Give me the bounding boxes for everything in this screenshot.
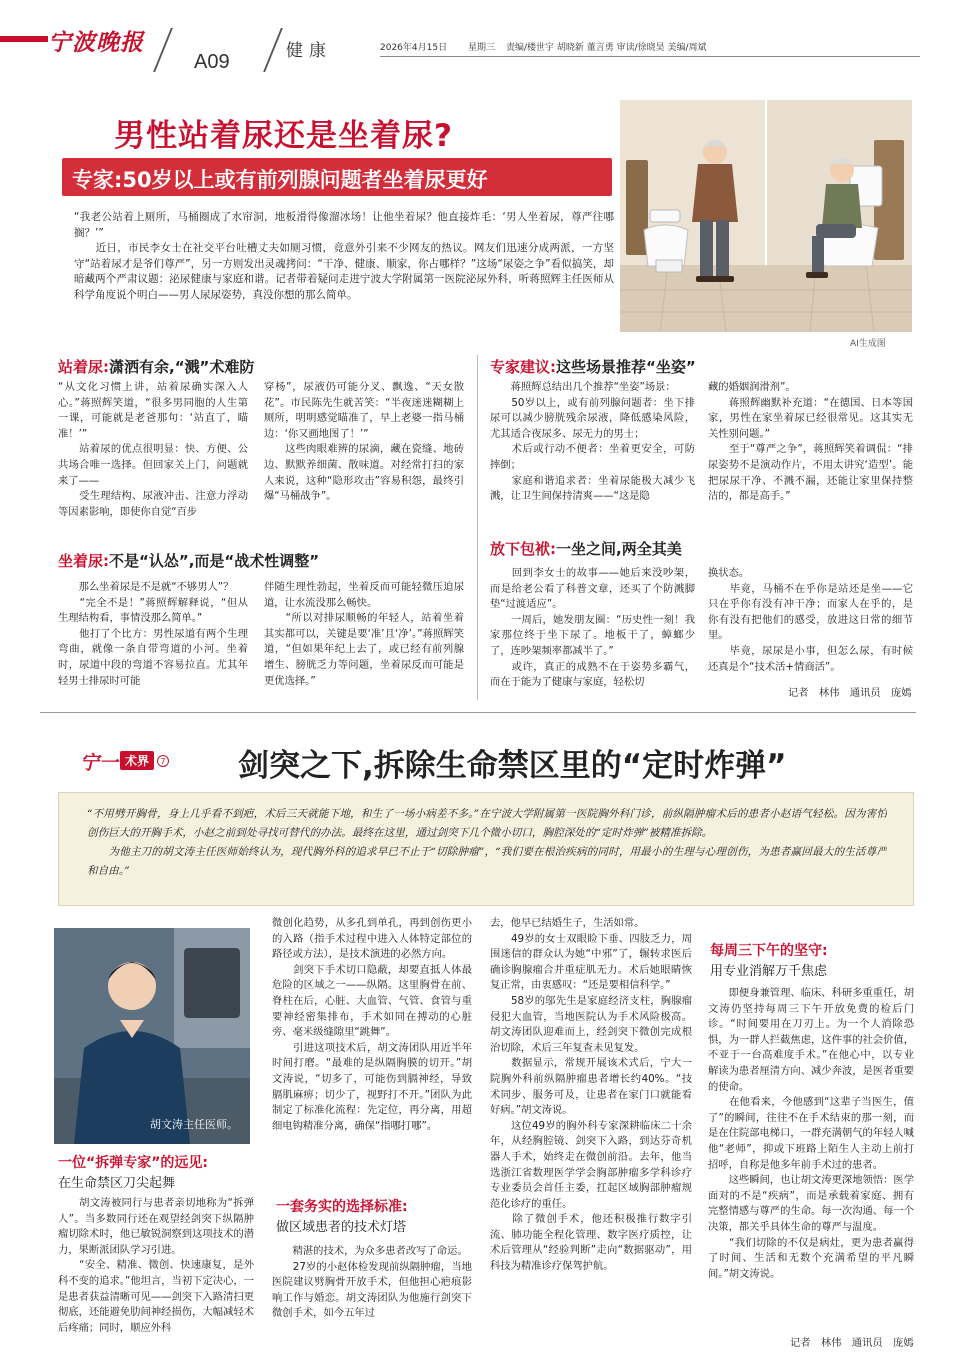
section-advice-col2: 藏的婚姻润滑剂”。 蒋照辉幽默补充道：“在德国、日本等国家，男性在家坐着尿已经很常见。这其实无关性别问题。” 至于“尊严之争”，蒋照辉笑着调侃：“排尿姿势不是演动作片，不用太讲究‘造型’。能把尿尿干净、不溅不漏，还能让家里保持整洁的，都是高手。” [708,381,913,503]
surgeon-portrait [54,928,250,1144]
section-advice-heading [490,356,696,377]
section-sitting-lead: 坐着尿: [58,552,109,570]
section-name: 健康 [286,41,332,61]
column-logo [80,748,169,774]
masthead-red-bar [0,36,48,42]
ai-generated-illustration [620,100,912,332]
section-sitting-title: 不是“认怂”,而是“战术性调整” [109,552,320,570]
column-divider [477,355,478,700]
article2-s2-lead: 一套务实的选择标准: [276,1199,408,1215]
article2-s2-sub: 做区域患者的技术灯塔 [276,1220,407,1235]
section-letgo-col2: 换状态。 毕竟，马桶不在乎你是站还是坐——它只在乎你有没有冲干净；而家人在乎的，是你有没有把他们的感受，放进这日常的细节里。 毕竟，尿尿是小事，但怎么尿，有时候还真是个“技术活+情商活”。 [708,567,913,673]
article2-title: 剑突之下,拆除生命禁区里的“定时炸弹” [238,748,787,784]
section-letgo-lead: 放下包袱: [490,540,556,558]
column-mark: 宁一 [80,752,119,774]
article1-subtitle-bar [62,158,612,196]
section-sitting-heading [58,550,319,571]
article2-s1-sub: 在生命禁区刀尖起舞 [58,1176,176,1191]
masthead-divider [263,28,283,72]
masthead-weekday: 星期三 [468,43,496,53]
section-letgo-heading [490,538,682,559]
section-sitting-col2: 伴随生理性勃起，坐着反而可能轻微压迫尿道，让水流没那么畅快。 “所以对排尿顺畅的年轻人，站着坐着其实都可以，关键是要‘准’且‘净’。”蒋照辉笑道，“但如果年纪上去了，或已经有前列腺增生、膀胱乏力等问题，坐着尿反而可能是更优选择。” [264,581,464,687]
article1-title: 男性站着尿还是坐着尿? [114,118,453,154]
section-advice-col1: 蒋照辉总结出几个推荐“坐姿”场景： 50岁以上，或有前列腺问题者：坐下排尿可以减少膀胱残余尿液，降低感染风险，尤其适合夜尿多、尿无力的男士； 术后或行动不便者：坐着更安全，可防摔倒； 家庭和谐追求者：坐着尿能极大减少飞溅，让卫生间保持清爽——“这是隐 [490,381,695,503]
section-letgo-col1: 回到李女士的故事——她后来没吵架，而是给老公看了科普文章，还买了个防溅脚垫“过渡适应”。 一周后，她发朋友圈：“历史性一刻！我家那位终于坐下尿了。地板干了，蟑螂少了，连吵架频率都减半了。” 或许，真正的成熟不在于姿势多霸气，而在于能为了健康与家庭，轻松切 [490,567,695,689]
article2-s1-col1: 胡文涛被同行与患者亲切地称为“拆弹人”。当多数同行还在观望经剑突下纵隔肿瘤切除术时，他已敏锐洞察到这项技术的潜力，果断派团队学习引进。 “安全、精准、微创、快速康复，是外科不变的追求。”他坦言，当初下定决心，一是患者获益清晰可见——剑突下入路清扫更彻底，还能避免肋间神经损伤，大幅减轻术后疼痛；同时，顺应外科 [58,1197,254,1334]
article2-intro-box [58,792,914,906]
section-standing-title: 潇洒有余,“溅”术难防 [109,358,255,376]
section-advice-lead: 专家建议: [490,358,556,376]
page-number: A09 [194,51,230,73]
section-standing-col2: 穿杨”，尿液仍可能分叉、飘逸、“天女散花”。市民陈先生就苦笑：“半夜迷迷糊糊上厕所，明明感觉瞄准了，早上老婆一指马桶边：‘你又画地图了！’” 这些肉眼难辨的尿滴，藏在瓷缝、地砖边、默默养细菌、散味道。对经常打扫的家人来说，这种“隐形攻击”容易积怨，最终引爆“马桶战争”。 [264,381,464,503]
article2-s3-sub: 用专业消解万千焦虑 [710,964,828,979]
section-letgo-title: 一坐之间,两全其美 [556,540,682,558]
masthead-logo: 宁波晚报 [48,29,144,56]
article-separator [40,712,916,713]
article2-col3: 去，他早已结婚生子，生活如常。 49岁的女士双眼睑下垂、四肢乏力，周围迷信的群众认为她“中邪”了，辗转求医后确诊胸腺瘤合并重症肌无力。术后她眼睛恢复正常，由衷感叹：“还是要相信科学。” 58岁的邬先生是家庭经济支柱，胸腺瘤侵犯大血管，当地医院认为手术风险极高。胡文涛团队迎难而上，经剑突下微创完成根治切除，术后三年复查未见复发。 数据显示，常规开展该术式后，宁大一院胸外科前纵隔肿瘤患者增长约40%。“技术同步、服务可及，让患者在家门口就能看好病。”胡文涛说。 这位49岁的胸外科专家深耕临床二十余年，从经胸腔镜、剑突下入路，到达芬奇机器人手术，始终走在微创前沿。去年，他当选浙江省数理医学学会胸部肿瘤多学科诊疗专业委员会首任主委，扛起区域胸部肿瘤规范化诊疗的重任。 除了微创手术，他还积极推行数字引流、肺功能全程化管理、数字医疗质控，让术后管理从“经验判断”走向“数据驱动”，用科技为精准诊疗保驾护航。 [490,917,692,1273]
masthead-rule [380,56,920,57]
article2-intro: “不用劈开胸骨，身上几乎看不到疤，术后三天就能下地，和生了一场小病差不多。”在宁波大学附属第一医院胸外科门诊，前纵隔肿瘤术后的患者小赵语气轻松。因为害怕创伤巨大的开胸手术，小赵之前到处寻找可替代的办法。最终在这里，通过剑突下几个微小切口，胸腔深处的“定时炸弹”被精准拆除。 为他主刀的胡文涛主任医师始终认为，现代胸外科的追求早已不止于“切除肿瘤”，“我们要在根治疾病的同时，用最小的生理与心理创伤，为患者赢回最大的生活尊严和自由。” [87,808,887,877]
masthead-credits: 责编/楼世宇 胡晓新 董言勇 审读/徐晓昊 美编/周斌 [506,43,707,53]
masthead-date: 2026年4月15日 [380,43,448,53]
section-advice-title: 这些场景推荐“坐姿” [556,358,696,376]
article2-byline: 记者 林伟 通讯员 庞嫣 [790,1337,914,1349]
article2-s3-lead: 每周三下午的坚守: [710,943,828,959]
article2-col2: 微创化趋势，从多孔到单孔，再到创伤更小的入路（指手术过程中进入人体特定部位的路径或方法），是技术演进的必然方向。 剑突下手术切口隐蔽，却要直抵人体最危险的区域之一——纵隔。这里胸骨在前、脊柱在后，心脏、大血管、气管、食管与重要神经密集排布，手术如同在搏动的心脏旁、毫米级缝隙里“跳舞”。 引进这项技术后，胡文涛团队用近半年时间打磨。“最难的是纵隔胸膜的切开。”胡文涛说，“切多了，可能伤到膈神经，导致膈肌麻痹；切少了，视野打不开。”团队为此制定了标准化流程：先定位，再分离，用超细电钩精准分离，确保“指哪打哪”。 [272,917,472,1132]
image-caption: AI生成图 [850,339,886,349]
column-name: 术界 [120,751,154,770]
article1-intro: “我老公站着上厕所，马桶圈成了水帘洞，地板滑得像溜冰场！让他坐着尿？他直接炸毛：‘男人坐着尿，尊严往哪搁？’” 近日，市民李女士在社交平台吐槽丈夫如厕习惯，竟意外引来不少网友的热议。网友们迅速分成两派，一方坚守“站着尿才是爷们尊严”，另一方则发出灵魂拷问：“干净、健康、顺家，你占哪样？”这场“尿姿之争”看似搞笑，却暗藏两个严肃议题：泌尿健康与家庭和谐。记者带着疑问走进宁波大学附属第一医院泌尿外科，听蒋照辉主任医师从科学角度说个明白——男人尿尿姿势，真没你想的那么简单。 [74,211,614,301]
photo-caption: 胡文涛主任医师。 [150,1118,238,1131]
section-standing-lead: 站着尿: [58,358,109,376]
article2-s1-lead: 一位“拆弹专家”的远见: [58,1155,209,1171]
masthead-slash-icon [153,28,173,72]
toilet-men-illustration [620,100,912,332]
doctor-photo [54,928,250,1144]
section-standing-heading [58,356,254,377]
article2-s2-col1: 精湛的技术，为众多患者改写了命运。 27岁的小赵体检发现前纵隔肿瘤，当地医院建议劈胸骨开放手术，但他担心疤痕影响工作与婚恋。胡文涛团队为他施行剑突下微创手术，如今五年过 [272,1245,472,1320]
section-sitting-col1: 那么坐着尿是不是就“不够男人”？ “完全不是！”蒋照辉解释说，“但从生理结构看，事情没那么简单。” 他打了个比方：男性尿道有两个生理弯曲，就像一条自带弯道的小河。坐着时，尿道中段的弯道不容易拉直。尤其年轻男士排尿时可能 [58,581,248,687]
article1-byline: 记者 林伟 通讯员 庞嫣 [788,687,912,699]
section-standing-col1: “从文化习惯上讲，站着尿确实深入人心。”蒋照辉笑道，“很多男同胞的人生第一课，可能就是老爸那句：‘站直了，瞄准！’” 站着尿的优点很明显：快、方便、公共场合唯一选择。但回家关上门，问题就来了—— 受生理结构、尿液冲击、注意力浮动等因素影响，即使你自觉“百步 [58,381,248,518]
article1-subtitle: 专家:50岁以上或有前列腺问题者坐着尿更好 [72,168,488,192]
article2-s3-col1: 即便身兼管理、临床、科研多重重任，胡文涛仍坚持每周三下午开放免费的检后门诊。“时间要用在刀刃上。为一个人消除恐惧，为一群人拦截焦虑，这件事的社会价值，不亚于一台高难度手术。”在他心中，以专业解读为患者厘清方向、减少奔波，是医者重要的使命。 在他看来，今他感到“这辈子当医生，值了”的瞬间，往往不在手术结束的那一刻，而是在住院部电梯口，一群充满朝气的年轻人喊他“老师”，抑或下班路上陌生人主动上前打招呼，自称是他多年前手术过的患者。 这些瞬间，也让胡文涛更深地领悟：医学面对的不是“疾病”，而是承载着家庭、拥有完整情感与尊严的生命。每一次沟通、每一个决策，都关乎具体生命的尊严与温度。 “我们切除的不仅是病灶，更为患者赢得了时间、生活和无数个充满希望的平凡瞬间。”胡文涛说。 [708,987,914,1280]
column-number: 7 [157,755,169,767]
